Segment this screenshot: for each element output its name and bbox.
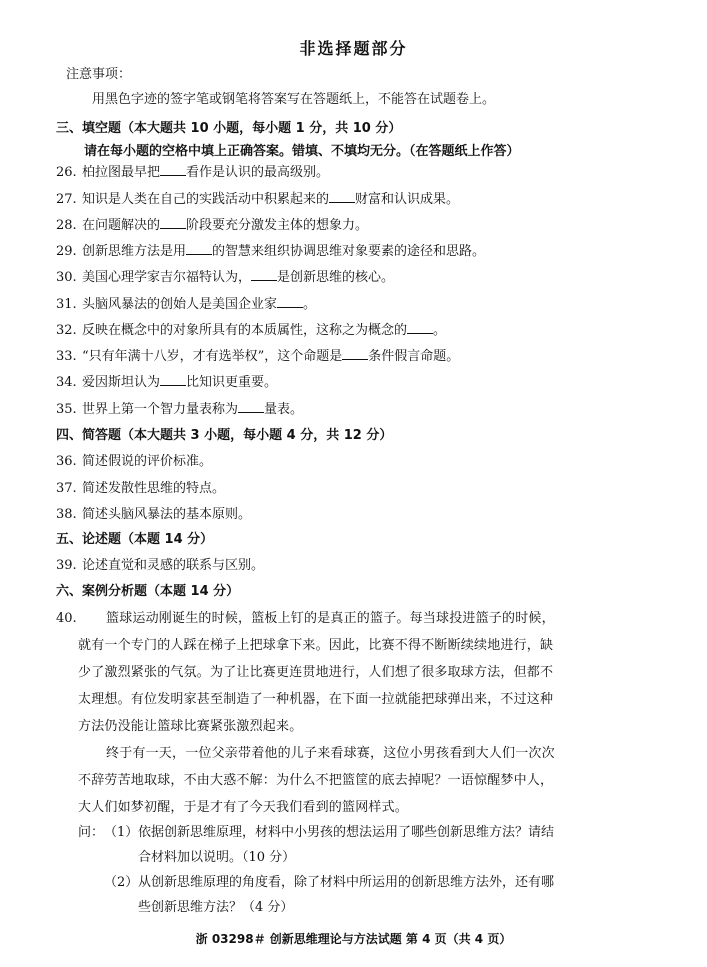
question-number: 32. xyxy=(56,323,77,338)
question-text-after: 。 xyxy=(303,297,317,312)
question-text: 简述假说的评价标准。 xyxy=(82,454,213,469)
section3-heading: 三、填空题（本大题共 10 小题，每小题 1 分，共 10 分） xyxy=(56,121,402,136)
question-text-after: 阶段要充分激发主体的想象力。 xyxy=(186,218,369,233)
question-28 xyxy=(56,216,368,235)
section5-heading: 五、论述题（本题 14 分） xyxy=(56,532,214,547)
section3-instruction: 请在每小题的空格中填上正确答案。错填、不填均无分。（在答题纸上作答） xyxy=(84,144,520,159)
question-number: 33. xyxy=(56,349,77,364)
question-text-before: 爱因斯坦认为 xyxy=(82,375,161,390)
ask-label: 问： xyxy=(78,825,105,840)
answer-blank xyxy=(342,347,368,360)
sub-question-1-line: 合材料加以说明。（10 分） xyxy=(138,850,296,865)
question-text-after: 看作是认识的最高级别。 xyxy=(186,165,330,180)
question-text-before: 头脑风暴法的创始人是美国企业家 xyxy=(82,297,278,312)
case-paragraph-2-line: 不辞劳苦地取球，不由大惑不解：为什么不把篮筐的底去掉呢？一语惊醒梦中人， xyxy=(78,773,554,788)
question-text-before: 在问题解决的 xyxy=(82,218,161,233)
question-40-number: 40. xyxy=(56,611,77,626)
question-35 xyxy=(56,400,303,419)
notice-text: 用黑色字迹的签字笔或钢笔将答案写在答题纸上，不能答在试题卷上。 xyxy=(92,92,496,107)
answer-blank xyxy=(329,190,355,203)
question-32 xyxy=(56,321,446,340)
question-39 xyxy=(56,557,264,575)
question-text: 简述发散性思维的特点。 xyxy=(82,481,226,496)
question-37 xyxy=(56,480,225,498)
answer-blank xyxy=(238,400,264,413)
question-text-after: 。 xyxy=(433,323,447,338)
answer-blank xyxy=(407,321,433,334)
case-paragraph-1-line: 方法仍没能让篮球比赛紧张激烈起来。 xyxy=(78,719,303,734)
question-text: 论述直觉和灵感的联系与区别。 xyxy=(82,558,265,573)
sub-question-1-line: 依据创新思维原理，材料中小男孩的想法运用了哪些创新思维方法？请结 xyxy=(138,825,555,840)
case-paragraph-1-line: 篮球运动刚诞生的时候，篮板上钉的是真正的篮子。每当球投进篮子的时候， xyxy=(106,611,555,626)
question-text-after: 比知识更重要。 xyxy=(186,375,278,390)
sub-question-2-line: 些创新思维方法？（4 分） xyxy=(138,900,294,915)
answer-blank xyxy=(160,163,186,176)
case-paragraph-2-line: 终于有一天，一位父亲带着他的儿子来看球赛，这位小男孩看到大人们一次次 xyxy=(106,746,555,761)
answer-blank xyxy=(160,216,186,229)
answer-blank xyxy=(186,242,212,255)
question-text: 简述头脑风暴法的基本原则。 xyxy=(82,507,252,522)
question-36 xyxy=(56,453,212,471)
question-text-before: 美国心理学家吉尔福特认为， xyxy=(82,270,252,285)
question-text-before: 创新思维方法是用 xyxy=(82,244,187,259)
notice-heading: 注意事项： xyxy=(66,67,132,82)
case-paragraph-1-line: 太理想。有位发明家甚至制造了一种机器，在下面一拉就能把球弹出来，不过这种 xyxy=(78,692,554,707)
question-text-before: 知识是人类在自己的实践活动中积累起来的 xyxy=(82,192,330,207)
question-number: 39. xyxy=(56,558,77,573)
question-number: 38. xyxy=(56,507,77,522)
question-text-after: 财富和认识成果。 xyxy=(355,192,460,207)
question-26 xyxy=(56,163,329,182)
question-number: 26. xyxy=(56,165,77,180)
answer-blank xyxy=(251,268,277,281)
question-number: 34. xyxy=(56,375,77,390)
question-number: 29. xyxy=(56,244,77,259)
question-text-before: 柏拉图最早把 xyxy=(82,165,161,180)
question-31 xyxy=(56,295,316,314)
question-text-before: 世界上第一个智力量表称为 xyxy=(82,402,239,417)
case-paragraph-2-line: 大人们如梦初醒，于是才有了今天我们看到的篮网样式。 xyxy=(78,800,409,815)
question-number: 37. xyxy=(56,481,77,496)
question-text-after: 条件假言命题。 xyxy=(368,349,460,364)
question-number: 28. xyxy=(56,218,77,233)
case-paragraph-1-line: 就有一个专门的人踩在梯子上把球拿下来。因此，比赛不得不断断续续地进行，缺 xyxy=(78,638,554,653)
section4-heading: 四、简答题（本大题共 3 小题，每小题 4 分，共 12 分） xyxy=(56,428,393,443)
page-footer: 浙 03298＃ 创新思维理论与方法试题 第 4 页（共 4 页） xyxy=(195,932,512,946)
question-number: 35. xyxy=(56,402,77,417)
sub-question-2-line: 从创新思维原理的角度看，除了材料中所运用的创新思维方法外，还有哪 xyxy=(138,875,555,890)
question-text-after: 的智慧来组织协调思维对象要素的途径和思路。 xyxy=(212,244,486,259)
question-27 xyxy=(56,190,459,209)
question-number: 30. xyxy=(56,270,77,285)
answer-blank xyxy=(160,373,186,386)
question-text-after: 是创新思维的核心。 xyxy=(277,270,395,285)
section6-heading: 六、案例分析题（本题 14 分） xyxy=(56,584,240,599)
question-number: 36. xyxy=(56,454,77,469)
question-29 xyxy=(56,242,485,261)
page-title: 非选择题部分 xyxy=(299,39,408,58)
question-38 xyxy=(56,506,251,524)
sub-question-2-label: （2） xyxy=(104,875,139,890)
question-33 xyxy=(56,347,459,366)
question-text-before: “只有年满十八岁，才有选举权”，这个命题是 xyxy=(82,349,343,364)
question-34 xyxy=(56,373,277,392)
question-number: 31. xyxy=(56,297,77,312)
question-30 xyxy=(56,268,394,287)
question-number: 27. xyxy=(56,192,77,207)
sub-question-1-label: （1） xyxy=(104,825,139,840)
answer-blank xyxy=(277,295,303,308)
case-paragraph-1-line: 少了激烈紧张的气氛。为了让比赛更连贯地进行，人们想了很多取球方法，但都不 xyxy=(78,665,554,680)
question-text-after: 量表。 xyxy=(264,402,304,417)
question-text-before: 反映在概念中的对象所具有的本质属性，这称之为概念的 xyxy=(82,323,408,338)
